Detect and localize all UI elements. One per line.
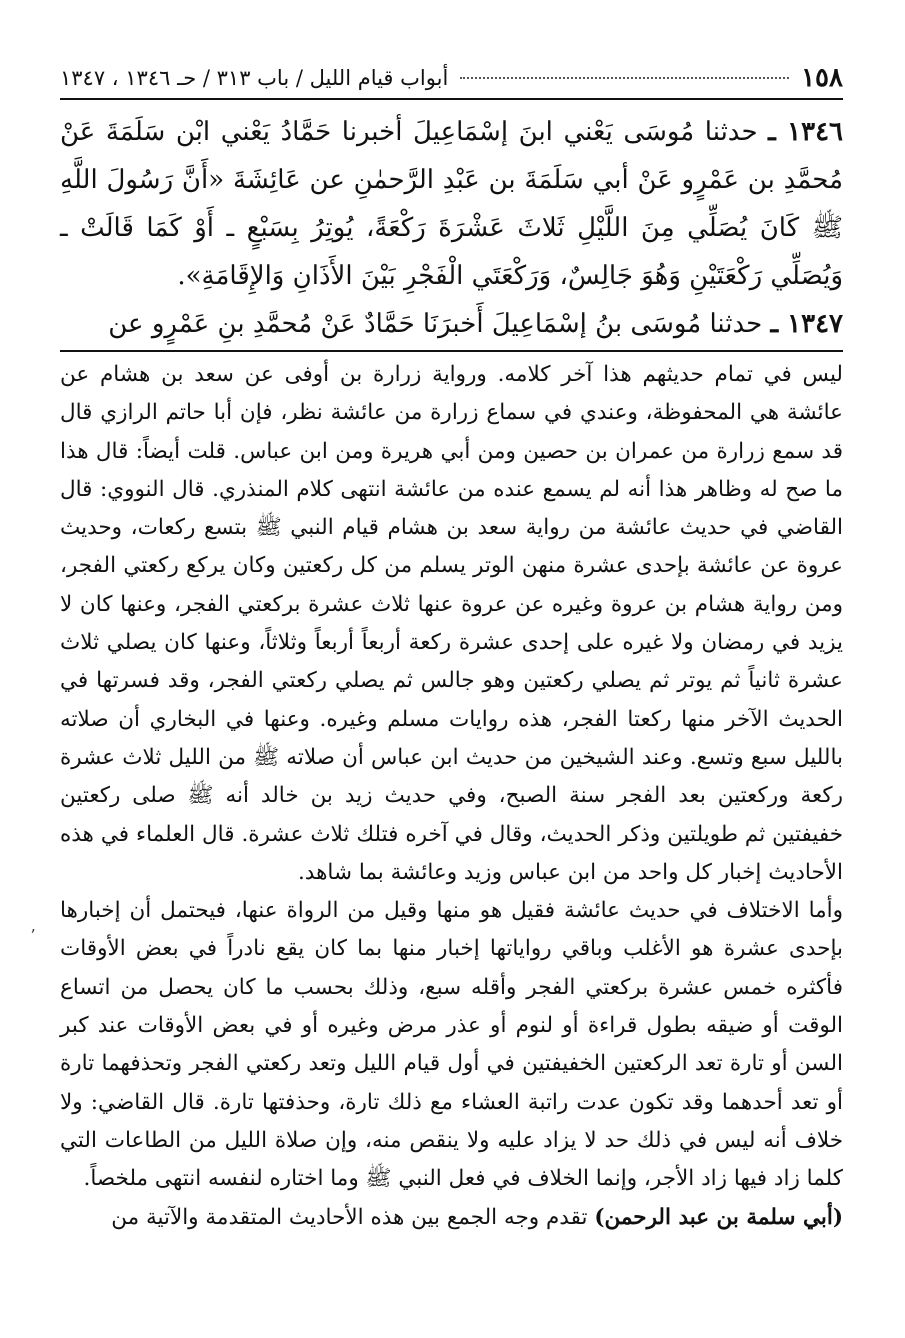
hadith-number: ١٣٤٧ ـ xyxy=(770,309,843,339)
commentary-text: تقدم وجه الجمع بين هذه الأحاديث المتقدمة والآتية من xyxy=(111,1204,588,1230)
hadith-number: ١٣٤٦ ـ xyxy=(768,117,844,147)
margin-mark: ʼ xyxy=(30,926,36,945)
commentary-block xyxy=(60,356,843,1237)
hadith-1346 xyxy=(60,108,843,300)
footnote-divider xyxy=(60,350,843,352)
narrator-name: (أبي سلمة بن عبد الرحمن) xyxy=(594,1204,843,1230)
hadith-1347 xyxy=(60,300,843,348)
hadith-body: حدثنا مُوسَى بنُ إسْمَاعِيلَ أَخبرَنَا حَمَّادٌ عَنْ مُحمَّدِ بنِ عَمْرٍو عن xyxy=(108,309,763,339)
commentary-paragraph: ليس في تمام حديثهم هذا آخر كلامه. ورواية زرارة بن أوفى عن سعد بن هشام عن عائشة هي المحفوظة، وعندي في سماع زرارة من عائشة نظر، فإن أبا حاتم الرازي قال قد سمع زرارة من عمران بن حصين ومن أبي هريرة ومن ابن عباس. قلت أيضاً: قال هذا ما صح له وظاهر هذا أنه لم يسمع عنده من عائشة انتهى كلام المنذري. قال النووي: قال القاضي في حديث عائشة من رواية سعد بن هشام قيام النبي ﷺ بتسع ركعات، وحديث عروة عن عائشة بإحدى عشرة منهن الوتر يسلم من كل ركعتين وكان يركع ركعتي الفجر، ومن رواية هشام بن عروة وغيره عن عروة عنها ثلاث عشرة بركعتي الفجر، وعنها كان لا يزيد في رمضان ولا غيره على إحدى عشرة ركعة أربعاً أربعاً وثلاثاً، وعنها كان يصلي ثلاث عشرة ثانياً ثم يوتر ثم يصلي ركعتين وهو جالس ثم يصلي ركعتي الفجر، وقد فسرتها في الحديث الآخر منها ركعتا الفجر، هذه روايات مسلم وغيره. وعنها في البخاري أن صلاته بالليل سبع وتسع. وعند الشيخين من حديث ابن عباس أن صلاته ﷺ من الليل ثلاث عشرة ركعة وركعتين بعد الفجر سنة الصبح، وفي حديث زيد بن خالد أنه ﷺ صلى ركعتين خفيفتين ثم طويلتين وذكر الحديث، وقال في آخره فتلك ثلاث عشرة. قال العلماء في هذه الأحاديث إخبار كل واحد من ابن عباس وزيد وعائشة بما شاهد. xyxy=(60,362,843,885)
dotted-leader xyxy=(460,77,789,79)
running-title: أبواب قيام الليل / باب ٣١٣ / حـ ١٣٤٦ ، ١٣٤٧ xyxy=(60,66,449,90)
hadith-text-block xyxy=(60,108,843,348)
page-header xyxy=(60,58,843,100)
commentary-paragraph: وأما الاختلاف في حديث عائشة فقيل هو منها وقيل من الرواة عنها، فيحتمل أن إخبارها بإحدى عشرة هو الأغلب وباقي رواياتها إخبار منها بما كان يقع نادراً في بعض الأوقات فأكثره خمس عشرة بركعتي الفجر وأقله سبع، وذلك بحسب ما كان يحصل من اتساع الوقت أو ضيقه بطول قراءة أو لنوم أو عذر مرض وغيره أو في بعض الأوقات عند كبر السن أو تارة تعد الركعتين الخفيفتين في أول قيام الليل وتعد ركعتي الفجر وتحذفهما تارة أو تعد أحدهما وقد تكون عدت راتبة العشاء مع ذلك تارة، وحذفتها تارة. قال القاضي: ولا خلاف أنه ليس في ذلك حد لا يزاد عليه ولا ينقص منه، وإن صلاة الليل من الطاعات التي كلما زاد فيها زاد الأجر، وإنما الخلاف في فعل النبي ﷺ وما اختاره لنفسه انتهى ملخصاً. xyxy=(60,898,843,1192)
hadith-body: حدثنا مُوسَى يَعْني ابنَ إسْمَاعِيلَ أخبرنا حَمَّادُ يَعْني ابْن سَلَمَةَ عَنْ مُحمَّدِ بن عَمْرٍو عَنْ أبي سَلَمَةَ بن عَبْدِ الرَّحمٰنِ عن عَائِشَةَ «أَنَّ رَسُولَ اللَّهِ ﷺ كَانَ يُصَلِّي مِنَ اللَّيْلِ ثَلاثَ عَشْرَةَ رَكْعَةً، يُوتِرُ بِسَبْعٍ ـ أَوْ كَمَا قَالَتْ ـ وَيُصَلِّي رَكْعَتَيْنِ وَهُوَ جَالِسٌ، وَرَكْعَتَي الْفَجْرِ بَيْنَ الأَذَانِ وَالإِقَامَةِ». xyxy=(60,117,843,291)
commentary-paragraph xyxy=(60,1199,843,1237)
page-number: ١٥٨ xyxy=(801,63,843,93)
